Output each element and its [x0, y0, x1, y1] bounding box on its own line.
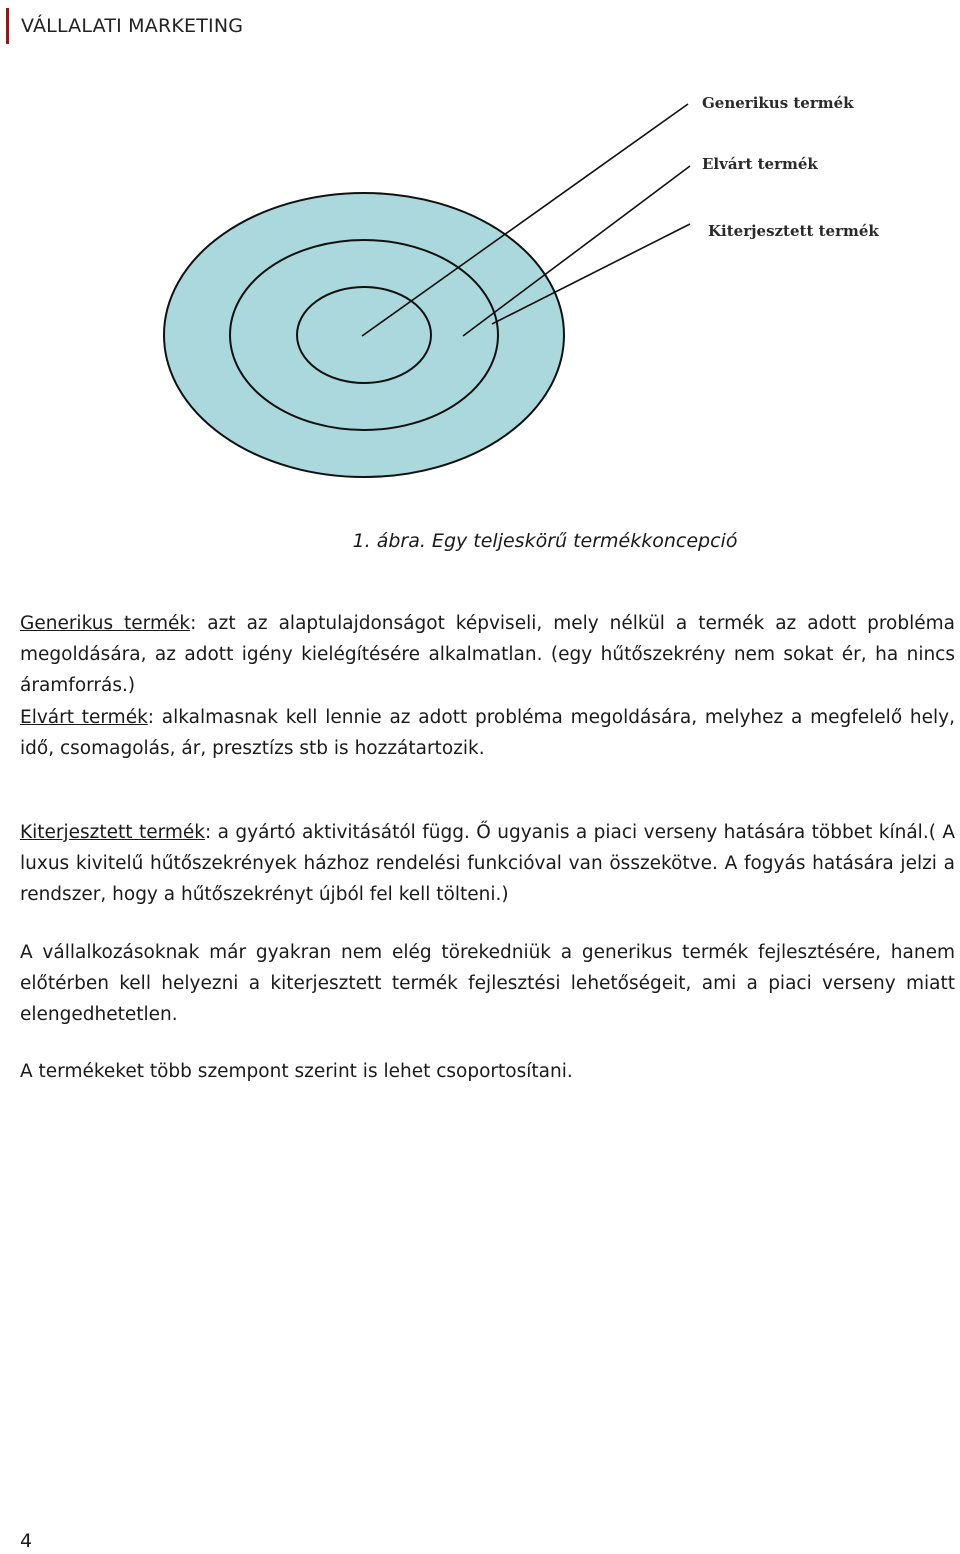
page-header	[6, 8, 243, 44]
paragraph-generikus	[20, 608, 955, 701]
page-number: 4	[20, 1530, 33, 1552]
page-header-title: VÁLLALATI MARKETING	[21, 15, 244, 37]
paragraph-elvart	[20, 702, 955, 764]
paragraph-kiterjesztett	[20, 817, 955, 910]
product-concept-figure	[0, 70, 960, 500]
term-kiterjesztett: Kiterjesztett termék	[20, 822, 205, 843]
term-elvart: Elvárt termék	[20, 707, 148, 728]
label-elvart: Elvárt termék	[702, 155, 818, 173]
paragraph-grouping: A termékeket több szempont szerint is lehet csoportosítani.	[20, 1061, 573, 1082]
label-generikus: Generikus termék	[702, 94, 854, 112]
label-kiterjesztett: Kiterjesztett termék	[708, 222, 879, 240]
definition-generikus: : azt az alaptulajdonságot képviseli, mely nélkül a termék az adott probléma megoldására, az adott igény kielégítésére alkalmatlan. (egy hűtőszekrény nem sokat ér, ha nincs áramforrás.)	[20, 613, 955, 696]
paragraph-development: A vállalkozásoknak már gyakran nem elég törekedniük a generikus termék fejlesztésére, hanem előtérben kell helyezni a kiterjesztett termék fejlesztési lehetőségeit, ami a piaci verseny miatt elengedhetetlen.	[20, 942, 955, 1025]
figure-caption: 1. ábra. Egy teljeskörű termékkoncepció	[352, 530, 738, 552]
definition-kiterjesztett: : a gyártó aktivitásától függ. Ő ugyanis a piaci verseny hatására többet kínál.( A luxus kivitelű hűtőszekrények házhoz rendelési funkcióval van összekötve. A fogyás hatására jelzi a rendszer, hogy a hűtőszekrényt újból fel kell tölteni.)	[20, 822, 955, 905]
concentric-circles-diagram	[0, 70, 960, 500]
term-generikus: Generikus termék	[20, 613, 191, 634]
definition-elvart: : alkalmasnak kell lennie az adott probléma megoldására, melyhez a megfelelő hely, idő, csomagolás, ár, presztízs stb is hozzátartozik.	[20, 707, 955, 759]
